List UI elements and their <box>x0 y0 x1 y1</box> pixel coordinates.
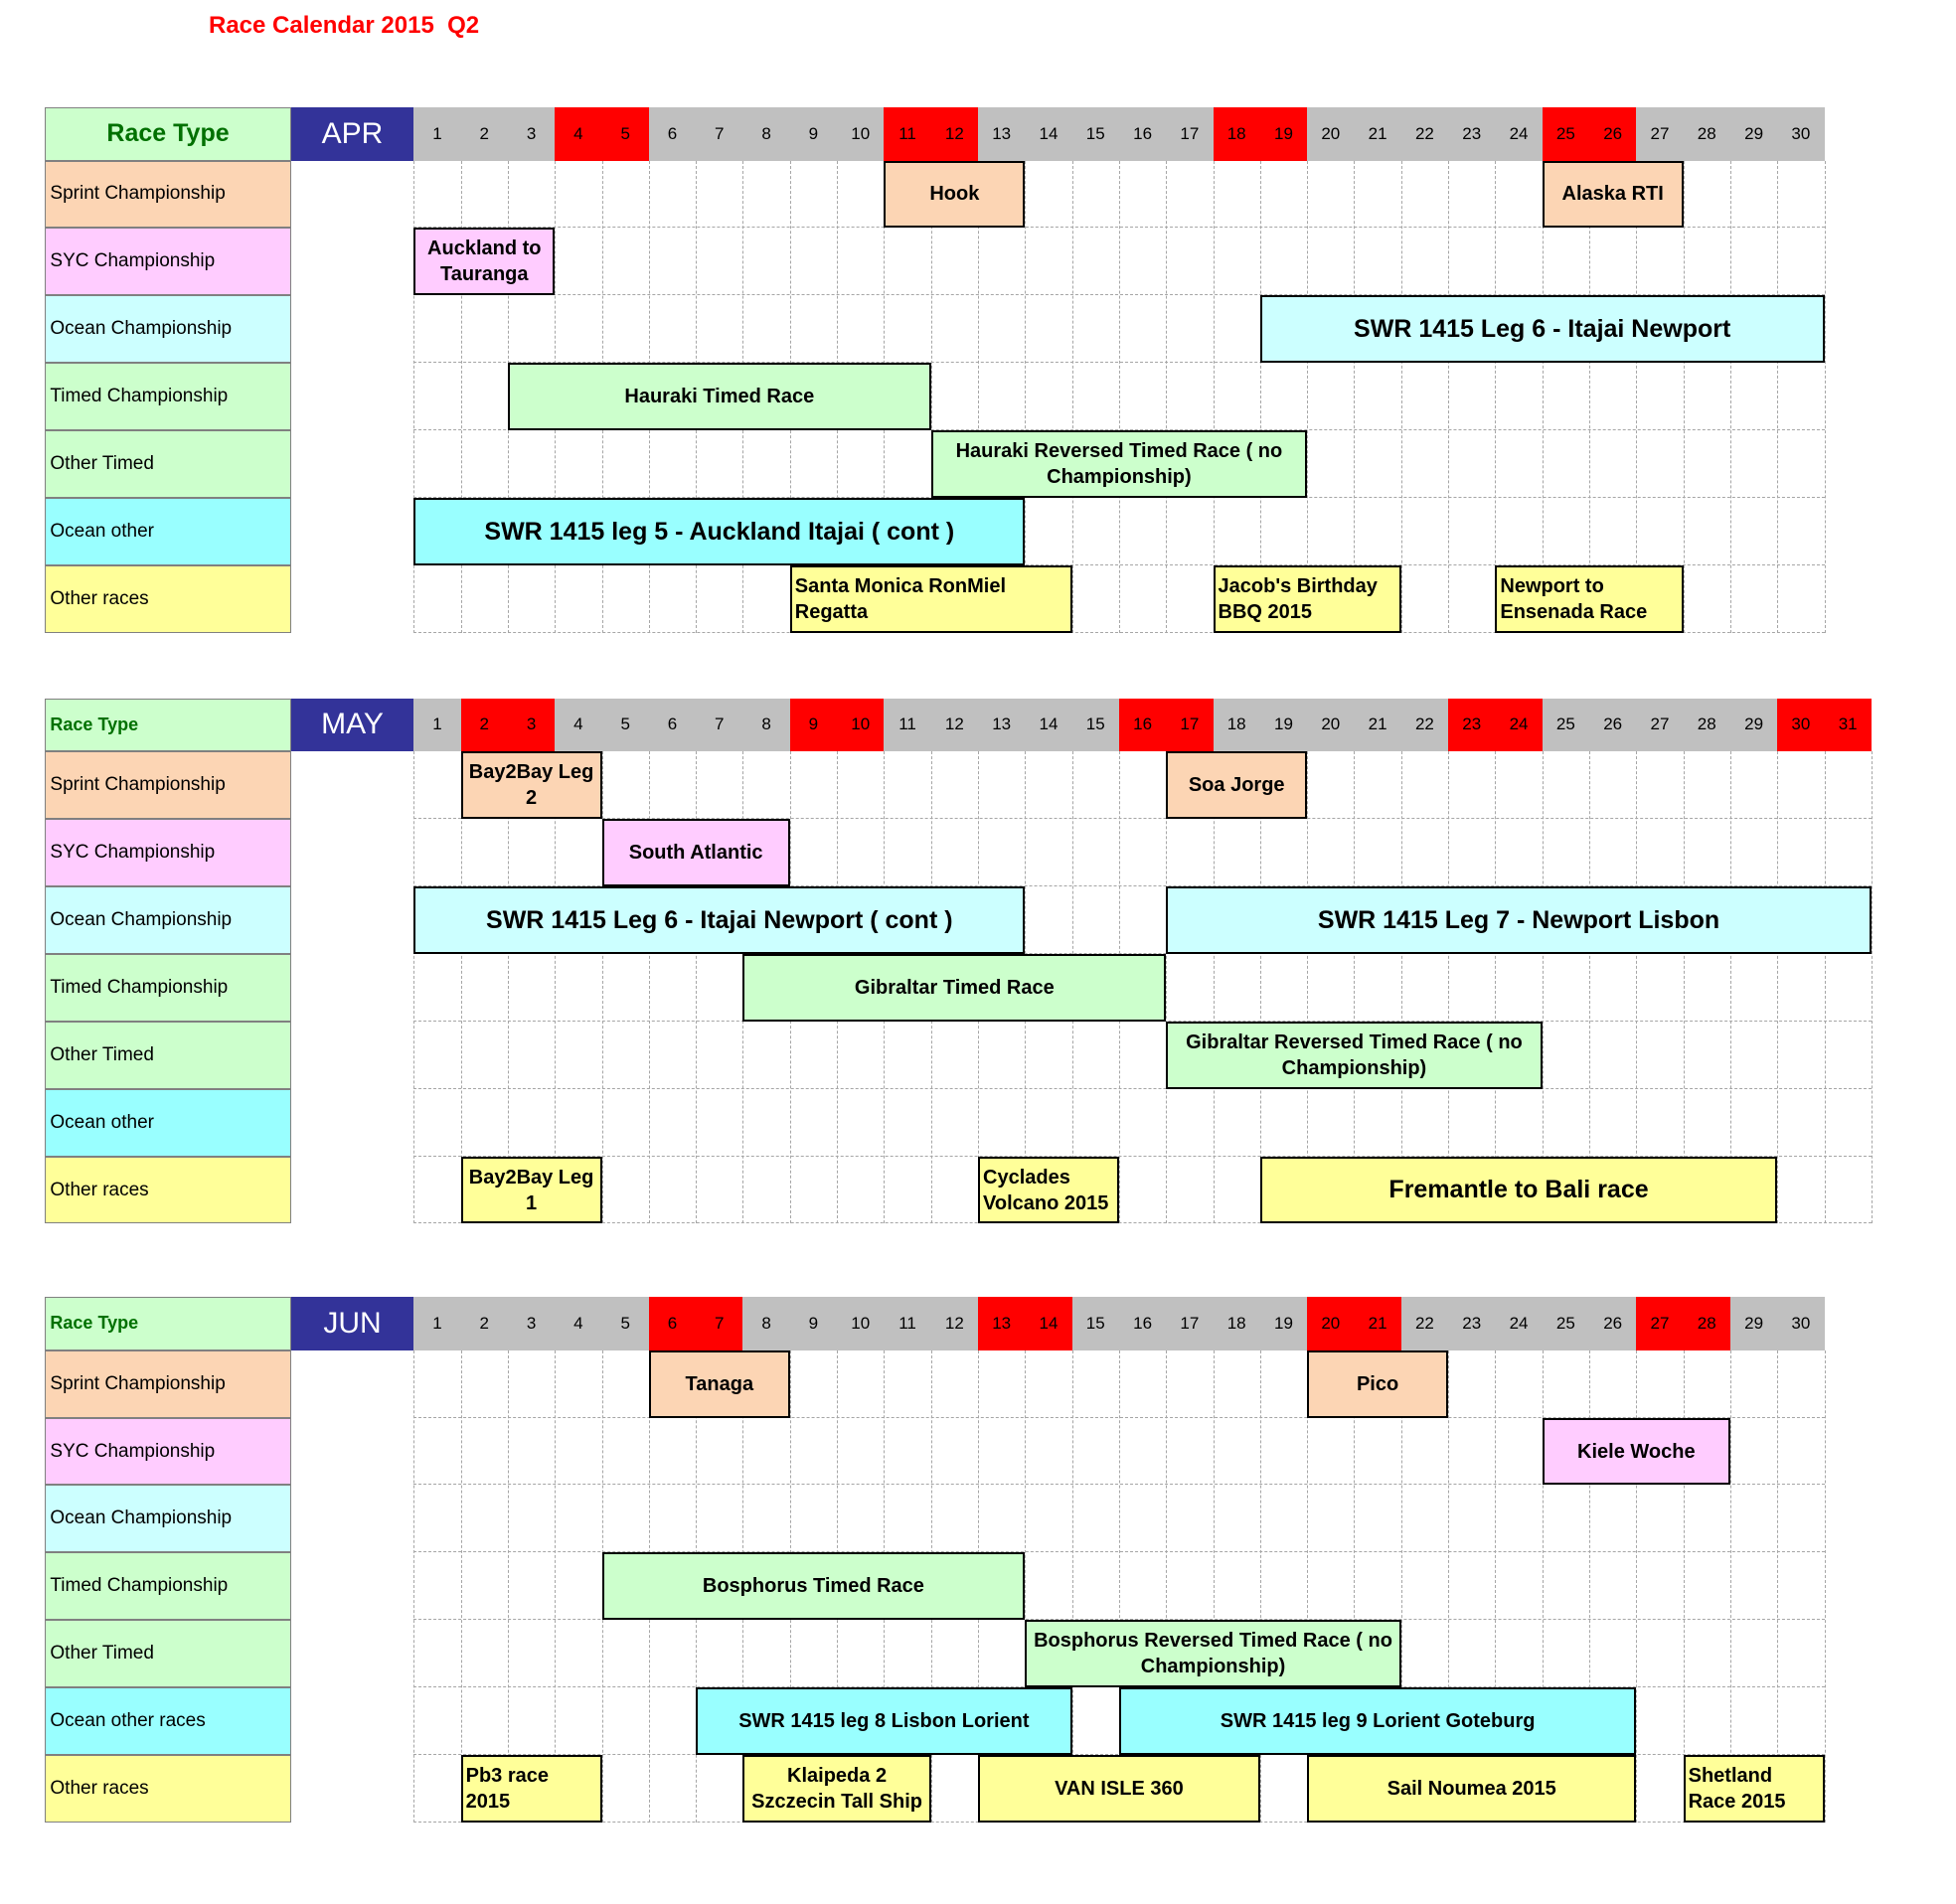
grid-column-line <box>1354 751 1355 1223</box>
race-event[interactable]: Bosphorus Reversed Timed Race ( no Championship) <box>1025 1620 1400 1687</box>
grid-column-line <box>1166 751 1167 1223</box>
day-number: 31 <box>1825 699 1872 752</box>
day-number: 3 <box>508 1297 555 1350</box>
day-number: 5 <box>602 1297 649 1350</box>
grid-column-line <box>555 1350 556 1823</box>
day-number: 21 <box>1354 699 1400 752</box>
day-number: 22 <box>1401 107 1448 161</box>
month-label: MAY <box>291 699 414 752</box>
race-type-label: Other races <box>45 565 290 633</box>
race-type-header: Race Type <box>45 1297 290 1350</box>
day-number: 16 <box>1119 699 1166 752</box>
day-number: 18 <box>1214 699 1260 752</box>
grid-row-line <box>413 1022 1872 1089</box>
day-number: 1 <box>413 1297 460 1350</box>
race-type-header: Race Type <box>45 107 290 161</box>
month-label: JUN <box>291 1297 414 1350</box>
grid-column-line <box>1730 1350 1731 1823</box>
day-number: 12 <box>931 699 978 752</box>
day-number: 8 <box>742 107 789 161</box>
grid-column-line <box>1825 1350 1826 1823</box>
day-number: 11 <box>884 1297 930 1350</box>
race-event[interactable]: Gibraltar Timed Race <box>742 954 1166 1022</box>
grid-column-line <box>1730 751 1731 1223</box>
day-number: 25 <box>1543 699 1589 752</box>
day-number: 27 <box>1636 1297 1683 1350</box>
grid-column-line <box>413 751 414 1223</box>
day-number: 13 <box>978 1297 1025 1350</box>
day-number: 9 <box>790 107 837 161</box>
grid-column-line <box>1448 161 1449 633</box>
race-event[interactable]: Sail Noumea 2015 <box>1307 1755 1636 1823</box>
grid-column-line <box>1589 751 1590 1223</box>
day-number: 19 <box>1260 1297 1307 1350</box>
day-number: 28 <box>1684 699 1730 752</box>
day-number: 13 <box>978 699 1025 752</box>
day-number: 5 <box>602 107 649 161</box>
day-number: 19 <box>1260 107 1307 161</box>
grid-column-line <box>508 751 509 1223</box>
day-number: 11 <box>884 107 930 161</box>
race-event[interactable]: Alaska RTI <box>1543 161 1684 229</box>
race-type-label: Timed Championship <box>45 954 290 1022</box>
grid-column-line <box>461 1350 462 1823</box>
race-event[interactable]: SWR 1415 leg 8 Lisbon Lorient <box>696 1687 1071 1755</box>
grid-column-line <box>1025 161 1026 633</box>
grid-column-line <box>1872 751 1873 1223</box>
day-number: 26 <box>1589 699 1636 752</box>
race-type-label: Sprint Championship <box>45 751 290 819</box>
day-number: 10 <box>837 699 884 752</box>
day-number: 22 <box>1401 1297 1448 1350</box>
day-number: 29 <box>1730 699 1777 752</box>
race-type-label: SYC Championship <box>45 1418 290 1486</box>
grid-column-line <box>1495 751 1496 1223</box>
grid-column-line <box>1214 161 1215 633</box>
grid-column-line <box>1260 161 1261 633</box>
day-number: 20 <box>1307 1297 1354 1350</box>
race-event[interactable]: Pico <box>1307 1350 1448 1418</box>
day-number: 10 <box>837 1297 884 1350</box>
race-event[interactable]: Bay2Bay Leg 1 <box>461 1157 602 1224</box>
grid-column-line <box>1354 161 1355 633</box>
race-event[interactable]: SWR 1415 Leg 7 - Newport Lisbon <box>1166 886 1872 954</box>
grid-column-line <box>1730 161 1731 633</box>
day-number: 27 <box>1636 107 1683 161</box>
day-number: 6 <box>649 107 696 161</box>
day-number: 20 <box>1307 107 1354 161</box>
day-number: 23 <box>1448 699 1495 752</box>
day-number: 15 <box>1072 699 1119 752</box>
race-event[interactable]: SWR 1415 Leg 6 - Itajai Newport ( cont ) <box>413 886 1025 954</box>
grid-column-line <box>1495 161 1496 633</box>
grid-column-line <box>1307 161 1308 633</box>
race-event[interactable]: SWR 1415 leg 5 - Auckland Itajai ( cont ) <box>413 498 1025 565</box>
grid-column-line <box>1401 161 1402 633</box>
day-number: 10 <box>837 107 884 161</box>
race-event[interactable]: VAN ISLE 360 <box>978 1755 1260 1823</box>
grid-column-line <box>1401 751 1402 1223</box>
day-number: 24 <box>1495 699 1542 752</box>
day-number: 16 <box>1119 1297 1166 1350</box>
day-number: 20 <box>1307 699 1354 752</box>
day-number: 30 <box>1777 107 1824 161</box>
day-number: 14 <box>1025 1297 1071 1350</box>
grid-column-line <box>1825 751 1826 1223</box>
grid-column-line <box>1166 161 1167 633</box>
day-number: 2 <box>461 1297 508 1350</box>
race-event[interactable]: Bay2Bay Leg 2 <box>461 751 602 819</box>
race-type-label: Ocean Championship <box>45 886 290 954</box>
day-number: 4 <box>555 107 601 161</box>
day-number: 9 <box>790 1297 837 1350</box>
day-number: 12 <box>931 107 978 161</box>
grid-row-line <box>413 751 1872 819</box>
grid-column-line <box>1543 751 1544 1223</box>
grid-column-line <box>1448 751 1449 1223</box>
race-type-label: Sprint Championship <box>45 161 290 229</box>
day-number: 14 <box>1025 699 1071 752</box>
race-type-header: Race Type <box>45 699 290 752</box>
race-type-label: Timed Championship <box>45 1552 290 1620</box>
grid-column-line <box>1636 161 1637 633</box>
day-number: 6 <box>649 699 696 752</box>
race-type-label: Ocean Championship <box>45 1485 290 1552</box>
day-number: 7 <box>696 1297 742 1350</box>
day-number: 2 <box>461 107 508 161</box>
grid-column-line <box>1777 1350 1778 1823</box>
grid-column-line <box>1589 161 1590 633</box>
race-event[interactable]: Auckland to Tauranga <box>413 228 555 295</box>
day-number: 17 <box>1166 699 1213 752</box>
race-event[interactable]: Gibraltar Reversed Timed Race ( no Championship) <box>1166 1022 1542 1089</box>
race-type-label: Ocean other <box>45 1089 290 1157</box>
day-number: 24 <box>1495 107 1542 161</box>
day-number: 18 <box>1214 1297 1260 1350</box>
race-event[interactable]: Newport to Ensenada Race <box>1495 565 1683 633</box>
race-type-label: Timed Championship <box>45 363 290 430</box>
day-number: 15 <box>1072 1297 1119 1350</box>
race-type-label: SYC Championship <box>45 819 290 886</box>
day-number: 28 <box>1684 1297 1730 1350</box>
race-event[interactable]: Jacob's Birthday BBQ 2015 <box>1214 565 1401 633</box>
race-event[interactable]: SWR 1415 Leg 6 - Itajai Newport <box>1260 295 1825 363</box>
race-event[interactable]: South Atlantic <box>602 819 790 886</box>
day-number: 14 <box>1025 107 1071 161</box>
day-number: 4 <box>555 699 601 752</box>
day-number: 7 <box>696 107 742 161</box>
day-number: 29 <box>1730 1297 1777 1350</box>
race-type-label: Other Timed <box>45 1620 290 1687</box>
day-number: 23 <box>1448 1297 1495 1350</box>
day-number: 2 <box>461 699 508 752</box>
race-type-label: Other Timed <box>45 1022 290 1089</box>
grid-column-line <box>1777 161 1778 633</box>
day-number: 30 <box>1777 699 1824 752</box>
grid-column-line <box>1307 751 1308 1223</box>
race-event[interactable]: Hauraki Reversed Timed Race ( no Championship) <box>931 430 1307 498</box>
race-type-label: Other races <box>45 1157 290 1224</box>
day-number: 1 <box>413 699 460 752</box>
day-number: 3 <box>508 107 555 161</box>
day-number: 29 <box>1730 107 1777 161</box>
day-number: 12 <box>931 1297 978 1350</box>
day-number: 21 <box>1354 107 1400 161</box>
day-number: 22 <box>1401 699 1448 752</box>
day-number: 7 <box>696 699 742 752</box>
day-number: 9 <box>790 699 837 752</box>
day-number: 8 <box>742 1297 789 1350</box>
day-number: 5 <box>602 699 649 752</box>
day-number: 25 <box>1543 107 1589 161</box>
day-number: 6 <box>649 1297 696 1350</box>
day-number: 28 <box>1684 107 1730 161</box>
grid-column-line <box>1119 161 1120 633</box>
grid-column-line <box>508 1350 509 1823</box>
grid-column-line <box>413 1350 414 1823</box>
grid-column-line <box>1543 161 1544 633</box>
grid-column-line <box>1636 751 1637 1223</box>
day-number: 30 <box>1777 1297 1824 1350</box>
race-event[interactable]: Hook <box>884 161 1025 229</box>
day-number: 18 <box>1214 107 1260 161</box>
grid-column-line <box>1684 161 1685 633</box>
day-number: 15 <box>1072 107 1119 161</box>
grid-column-line <box>461 751 462 1223</box>
day-number: 26 <box>1589 107 1636 161</box>
race-event[interactable]: Klaipeda 2 Szczecin Tall Ship <box>742 1755 930 1823</box>
day-number: 1 <box>413 107 460 161</box>
race-event[interactable]: Fremantle to Bali race <box>1260 1157 1777 1224</box>
month-label: APR <box>291 107 414 161</box>
day-number: 13 <box>978 107 1025 161</box>
race-event[interactable]: Cyclades Volcano 2015 <box>978 1157 1119 1224</box>
day-number: 16 <box>1119 107 1166 161</box>
grid-row-line <box>413 1089 1872 1157</box>
race-event[interactable]: Bosphorus Timed Race <box>602 1552 1026 1620</box>
race-event[interactable]: Kiele Woche <box>1543 1418 1730 1486</box>
race-type-label: SYC Championship <box>45 228 290 295</box>
race-event[interactable]: Soa Jorge <box>1166 751 1307 819</box>
grid-column-line <box>1777 751 1778 1223</box>
race-type-label: Other Timed <box>45 430 290 498</box>
day-number: 8 <box>742 699 789 752</box>
race-type-label: Ocean Championship <box>45 295 290 363</box>
day-number: 3 <box>508 699 555 752</box>
day-number: 17 <box>1166 1297 1213 1350</box>
race-event[interactable]: Shetland Race 2015 <box>1684 1755 1825 1823</box>
day-number: 19 <box>1260 699 1307 752</box>
day-number: 25 <box>1543 1297 1589 1350</box>
grid-column-line <box>1072 1350 1073 1823</box>
race-type-label: Ocean other <box>45 498 290 565</box>
grid-column-line <box>555 751 556 1223</box>
race-event[interactable]: Santa Monica RonMiel Regatta <box>790 565 1072 633</box>
page-title: Race Calendar 2015 Q2 <box>209 12 480 39</box>
day-number: 4 <box>555 1297 601 1350</box>
grid-column-line <box>1684 751 1685 1223</box>
day-number: 26 <box>1589 1297 1636 1350</box>
race-event[interactable]: Tanaga <box>649 1350 790 1418</box>
race-event[interactable]: SWR 1415 leg 9 Lorient Goteburg <box>1119 1687 1636 1755</box>
day-number: 24 <box>1495 1297 1542 1350</box>
day-number: 11 <box>884 699 930 752</box>
grid-column-line <box>1072 161 1073 633</box>
day-number: 21 <box>1354 1297 1400 1350</box>
grid-column-line <box>1825 161 1826 633</box>
race-type-label: Sprint Championship <box>45 1350 290 1418</box>
day-number: 17 <box>1166 107 1213 161</box>
grid-column-line <box>1214 751 1215 1223</box>
race-event[interactable]: Pb3 race 2015 <box>461 1755 602 1823</box>
day-number: 23 <box>1448 107 1495 161</box>
race-type-label: Ocean other races <box>45 1687 290 1755</box>
race-type-label: Other races <box>45 1755 290 1823</box>
day-number: 27 <box>1636 699 1683 752</box>
grid-column-line <box>1260 751 1261 1223</box>
race-event[interactable]: Hauraki Timed Race <box>508 363 931 430</box>
